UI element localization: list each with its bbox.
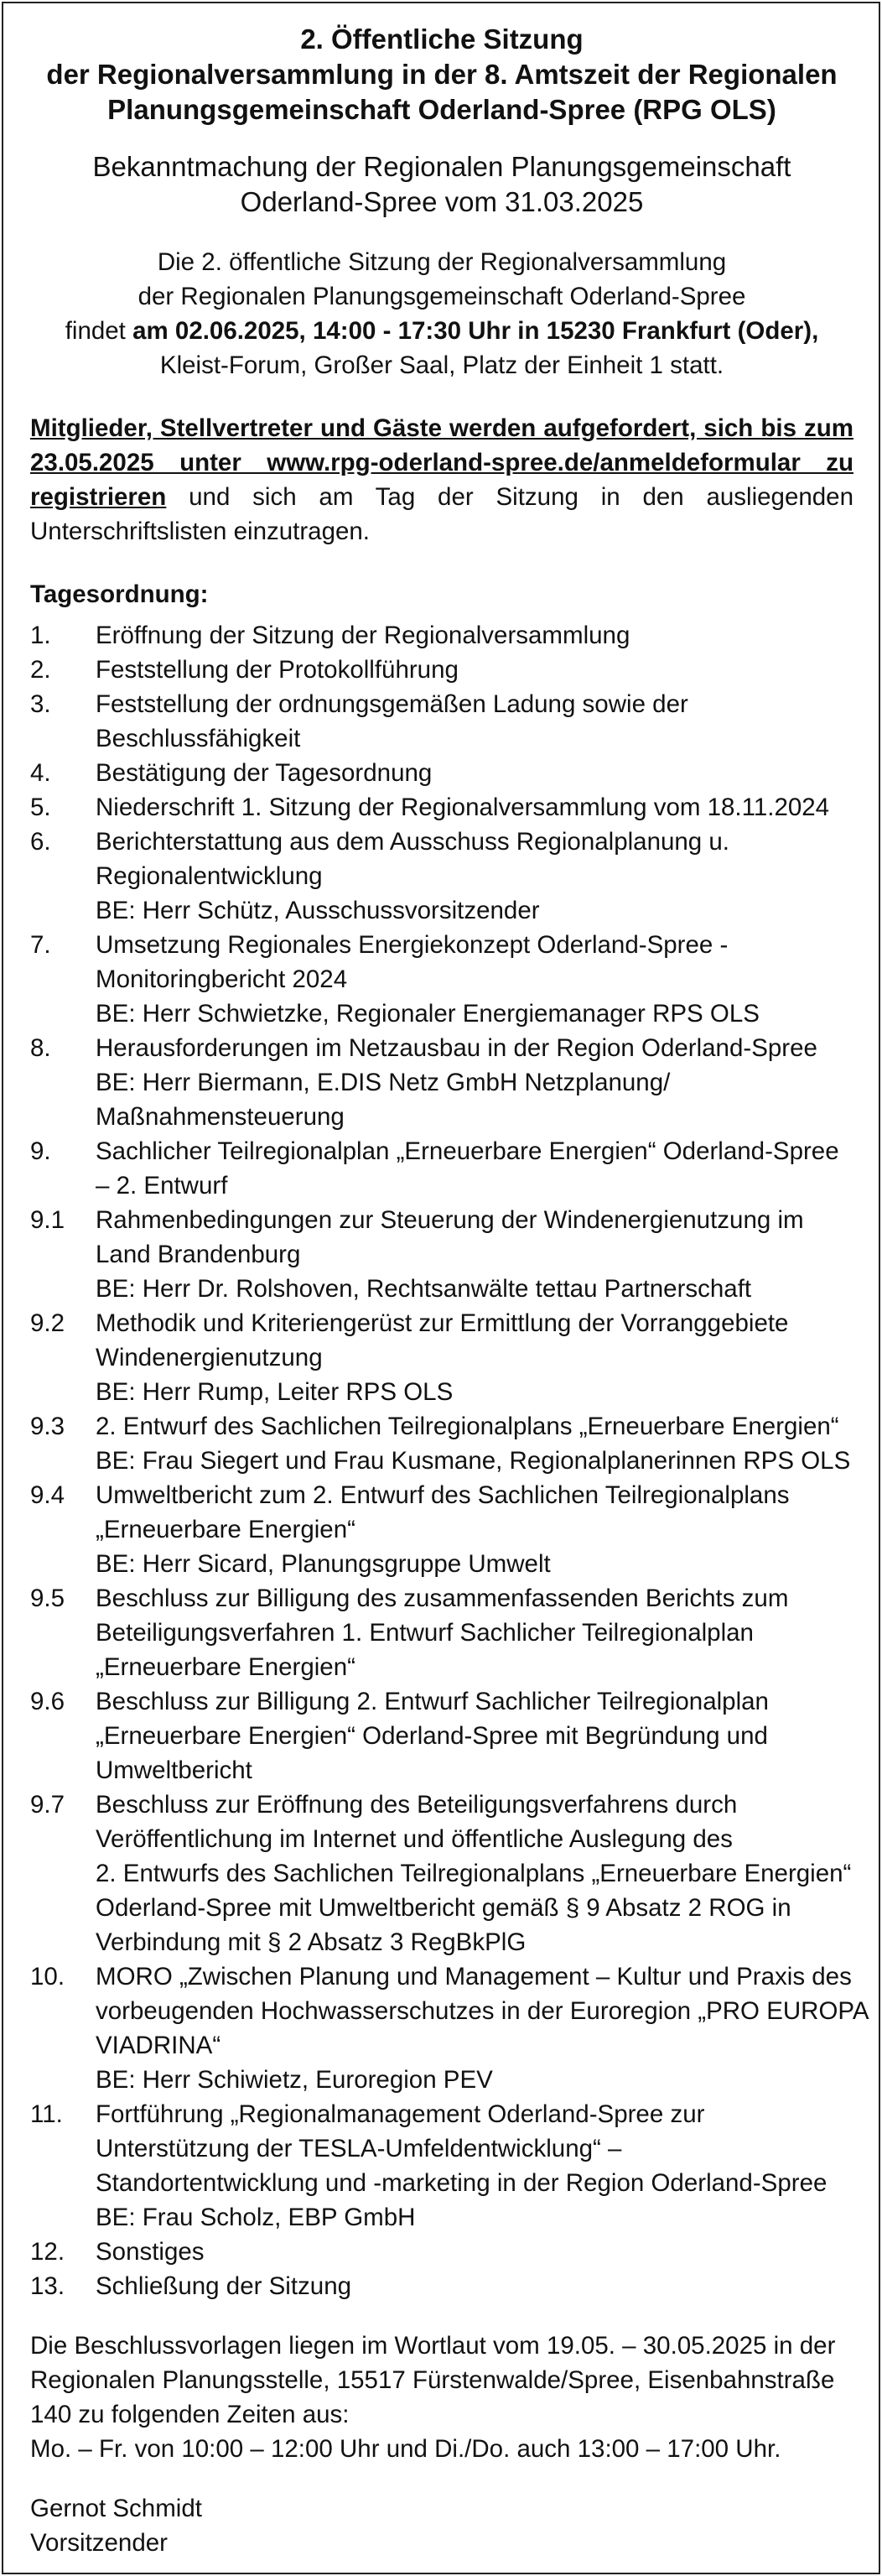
agenda-item-line: Standortentwicklung und -marketing in der Region Oderland-Spree — [96, 2169, 828, 2197]
agenda-item-line: Bestätigung der Tagesordnung — [96, 759, 433, 787]
meeting-line: der Regionalen Planungsgemeinschaft Oderland-Spree — [137, 283, 746, 310]
agenda-item-number: 10. — [30, 1963, 65, 1991]
agenda-item-line: VIADRINA“ — [96, 2032, 221, 2059]
agenda-item-line: Monitoringbericht 2024 — [96, 965, 348, 993]
agenda-item-text — [96, 1959, 869, 2097]
agenda-item — [30, 1581, 853, 1684]
agenda-item-line: „Erneuerbare Energien“ — [96, 1653, 355, 1681]
agenda-item — [30, 687, 853, 756]
agenda-item-number: 4. — [30, 759, 51, 787]
agenda-item-text — [96, 1684, 853, 1788]
agenda-item — [30, 1478, 853, 1581]
agenda-item-line: 2. Entwurfs des Sachlichen Teilregionalplans „Erneuerbare Energien“ — [96, 1860, 852, 1887]
agenda-item — [30, 2269, 853, 2303]
agenda-item — [30, 1788, 853, 1959]
announcement-subtitle — [30, 149, 853, 220]
agenda-item — [30, 1134, 853, 1203]
agenda-item-number: 9.7 — [30, 1791, 65, 1819]
agenda-item — [30, 2235, 853, 2269]
agenda-item-line: BE: Herr Sicard, Planungsgruppe Umwelt — [96, 1550, 551, 1578]
agenda-item — [30, 1203, 853, 1306]
agenda-item-text — [96, 825, 853, 928]
registration-link[interactable]: Mitglieder, Stellvertreter und Gäste werden aufgefordert, sich bis zum 23.05.2025 unter www.rpg-oderland-spree.de/anmeldeformular zu registrieren — [30, 414, 853, 511]
agenda-item-text — [96, 653, 853, 687]
meeting-line: Die 2. öffentliche Sitzung der Regionalversammlung — [157, 248, 727, 276]
agenda-item-number: 5. — [30, 794, 51, 821]
agenda-item-text — [96, 1306, 853, 1409]
documents-line: Regionalen Planungsstelle, 15517 Fürstenwalde/Spree, Eisenbahnstraße — [30, 2366, 835, 2394]
agenda-item-text — [96, 2097, 853, 2235]
announcement-title — [30, 22, 853, 127]
agenda-item — [30, 825, 853, 928]
agenda-item — [30, 618, 853, 653]
agenda-item-line: Schließung der Sitzung — [96, 2272, 352, 2300]
agenda-item-line: Beschlussfähigkeit — [96, 725, 301, 752]
agenda-item-number: 9.1 — [30, 1206, 65, 1234]
agenda-item-number: 9. — [30, 1137, 51, 1165]
documents-line: 140 zu folgenden Zeiten aus: — [30, 2401, 350, 2428]
agenda-item-line: Methodik und Kriteriengerüst zur Ermittlung der Vorranggebiete — [96, 1309, 789, 1337]
agenda-item-line: Feststellung der Protokollführung — [96, 656, 459, 684]
agenda-item-number: 3. — [30, 690, 51, 718]
title-line: Planungsgemeinschaft Oderland-Spree (RPG OLS) — [107, 94, 776, 125]
agenda-item-number: 11. — [30, 2100, 63, 2128]
subtitle-line: Oderland-Spree vom 31.03.2025 — [240, 186, 644, 217]
agenda-item-line: Umweltbericht — [96, 1756, 252, 1784]
agenda-item-line: Berichterstattung aus dem Ausschuss Regionalplanung u. — [96, 828, 729, 856]
agenda-item-line: vorbeugenden Hochwasserschutzes in der Euroregion „PRO EUROPA — [96, 1997, 869, 2025]
agenda-item-text — [96, 2269, 853, 2303]
agenda-item-line: Beteiligungsverfahren 1. Entwurf Sachlicher Teilregionalplan — [96, 1619, 754, 1647]
agenda-item-text — [96, 1134, 853, 1203]
agenda-item-line: Fortführung „Regionalmanagement Oderland-Spree zur — [96, 2100, 705, 2128]
title-line: 2. Öffentliche Sitzung — [300, 23, 584, 55]
agenda-item-number: 9.4 — [30, 1481, 65, 1509]
agenda-item — [30, 756, 853, 790]
agenda-item-number: 12. — [30, 2238, 65, 2266]
agenda-item-line: BE: Frau Scholz, EBP GmbH — [96, 2204, 416, 2231]
agenda-item-line: Unterstützung der TESLA-Umfeldentwicklung“ – — [96, 2135, 622, 2162]
agenda-item-line: BE: Herr Rump, Leiter RPS OLS — [96, 1378, 454, 1406]
agenda-item-line: „Erneuerbare Energien“ Oderland-Spree mit Begründung und — [96, 1722, 768, 1750]
agenda-item — [30, 928, 853, 1031]
agenda-item-number: 1. — [30, 622, 51, 649]
agenda-item-line: BE: Herr Biermann, E.DIS Netz GmbH Netzplanung/ — [96, 1069, 671, 1096]
agenda-item-line: Maßnahmensteuerung — [96, 1103, 345, 1131]
agenda-item-text — [96, 790, 853, 825]
agenda-item-line: Beschluss zur Billigung des zusammenfassenden Berichts zum — [96, 1585, 789, 1612]
agenda-item-text — [96, 618, 853, 653]
agenda-item-number: 13. — [30, 2272, 65, 2300]
agenda-item — [30, 1409, 853, 1478]
agenda-item-text — [96, 2235, 853, 2269]
agenda-item-line: Oderland-Spree mit Umweltbericht gemäß § 9 Absatz 2 ROG in — [96, 1894, 791, 1922]
agenda-item-line: Beschluss zur Billigung 2. Entwurf Sachlicher Teilregionalplan — [96, 1688, 769, 1715]
agenda-item — [30, 790, 853, 825]
agenda-item-line: – 2. Entwurf — [96, 1172, 228, 1200]
agenda-item-line: MORO „Zwischen Planung und Management – Kultur und Praxis des — [96, 1963, 852, 1991]
signature-name: Gernot Schmidt — [30, 2495, 202, 2522]
agenda-item — [30, 1684, 853, 1788]
meeting-info — [30, 245, 853, 382]
registration-rest: und sich am Tag der Sitzung in den ausliegenden Unterschriftslisten einzutragen. — [30, 483, 853, 545]
documents-line: Die Beschlussvorlagen liegen im Wortlaut vom 19.05. – 30.05.2025 in der — [30, 2332, 836, 2360]
agenda-item-line: Beschluss zur Eröffnung des Beteiligungsverfahrens durch — [96, 1791, 738, 1819]
agenda-item-line: BE: Herr Schütz, Ausschussvorsitzender — [96, 897, 540, 924]
signature — [30, 2491, 853, 2560]
agenda-item-text — [96, 756, 853, 790]
agenda-list — [30, 618, 869, 2303]
documents-line: Mo. – Fr. von 10:00 – 12:00 Uhr und Di./Do. auch 13:00 – 17:00 Uhr. — [30, 2435, 781, 2463]
agenda-item-line: Land Brandenburg — [96, 1241, 301, 1268]
agenda-item-line: Niederschrift 1. Sitzung der Regionalversammlung vom 18.11.2024 — [96, 794, 830, 821]
agenda-item — [30, 1959, 869, 2097]
agenda-item-number: 9.5 — [30, 1585, 65, 1612]
agenda-item-line: Sonstiges — [96, 2238, 205, 2266]
agenda-item — [30, 1306, 853, 1409]
agenda-item-line: Windenergienutzung — [96, 1344, 323, 1371]
agenda-item-line: Umweltbericht zum 2. Entwurf des Sachlichen Teilregionalplans — [96, 1481, 790, 1509]
agenda-item-line: BE: Herr Schiwietz, Euroregion PEV — [96, 2066, 493, 2094]
agenda-item-text — [96, 1031, 853, 1134]
agenda-item-line: Verbindung mit § 2 Absatz 3 RegBkPlG — [96, 1928, 527, 1956]
agenda-item — [30, 1031, 853, 1134]
agenda-item — [30, 2097, 853, 2235]
agenda-item-line: Eröffnung der Sitzung der Regionalversammlung — [96, 622, 630, 649]
agenda-item-line: BE: Herr Dr. Rolshoven, Rechtsanwälte tettau Partnerschaft — [96, 1275, 752, 1303]
agenda-item-number: 9.2 — [30, 1309, 65, 1337]
subtitle-line: Bekanntmachung der Regionalen Planungsgemeinschaft — [92, 151, 791, 182]
meeting-date: am 02.06.2025, 14:00 - 17:30 Uhr in 15230 Frankfurt (Oder), — [132, 317, 819, 345]
agenda-item-number: 2. — [30, 656, 51, 684]
agenda-item-line: „Erneuerbare Energien“ — [96, 1516, 355, 1543]
agenda-item-line: Umsetzung Regionales Energiekonzept Oderland-Spree - — [96, 931, 729, 959]
agenda-item-text — [96, 1409, 853, 1478]
meeting-date-line — [30, 314, 853, 348]
agenda-item-text — [96, 1788, 853, 1959]
agenda-item-number: 9.6 — [30, 1688, 65, 1715]
agenda-item-text — [96, 1478, 853, 1581]
agenda-item-line: Regionalentwicklung — [96, 862, 323, 890]
agenda-item-number: 7. — [30, 931, 51, 959]
meeting-date-prefix: findet — [65, 317, 133, 345]
agenda-item-line: Herausforderungen im Netzausbau in der Region Oderland-Spree — [96, 1034, 817, 1062]
agenda-item-number: 8. — [30, 1034, 51, 1062]
documents-notice — [30, 2329, 853, 2466]
agenda-item — [30, 653, 853, 687]
agenda-item-line: Feststellung der ordnungsgemäßen Ladung sowie der — [96, 690, 688, 718]
agenda-item-line: BE: Herr Schwietzke, Regionaler Energiemanager RPS OLS — [96, 1000, 760, 1028]
agenda-item-number: 6. — [30, 828, 51, 856]
meeting-venue: Kleist-Forum, Großer Saal, Platz der Einheit 1 statt. — [159, 351, 724, 379]
agenda-item-line: Sachlicher Teilregionalplan „Erneuerbare Energien“ Oderland-Spree — [96, 1137, 839, 1165]
agenda-item-text — [96, 687, 853, 756]
title-line: der Regionalversammlung in der 8. Amtszeit der Regionalen — [46, 59, 838, 90]
agenda-item-text — [96, 1581, 853, 1684]
agenda-item-line: BE: Frau Siegert und Frau Kusmane, Regionalplanerinnen RPS OLS — [96, 1447, 851, 1475]
agenda-heading: Tagesordnung: — [30, 580, 209, 608]
signature-role: Vorsitzender — [30, 2529, 168, 2557]
agenda-item-number: 9.3 — [30, 1413, 65, 1440]
registration-notice — [30, 411, 853, 549]
announcement-content — [3, 3, 879, 2560]
agenda-item-line: Rahmenbedingungen zur Steuerung der Windenergienutzung im — [96, 1206, 804, 1234]
agenda-item-line: Veröffentlichung im Internet und öffentliche Auslegung des — [96, 1825, 733, 1853]
agenda-item-line: 2. Entwurf des Sachlichen Teilregionalplans „Erneuerbare Energien“ — [96, 1413, 839, 1440]
agenda-item-text — [96, 1203, 853, 1306]
agenda-item-text — [96, 928, 853, 1031]
announcement-frame — [2, 2, 880, 2574]
